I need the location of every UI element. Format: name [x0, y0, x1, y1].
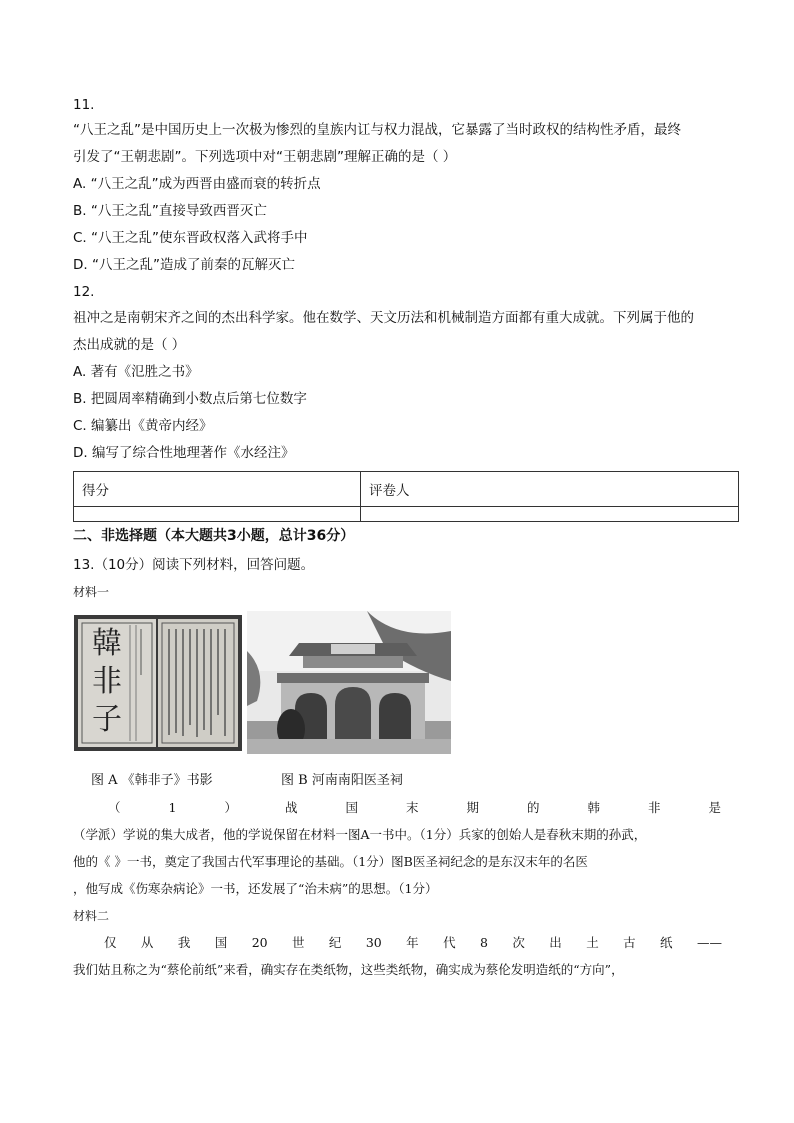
score-cell[interactable] [74, 507, 361, 522]
q11-option-b: B. “八王之乱”直接导致西晋灭亡 [73, 203, 267, 219]
part1-line1-token: 末 [405, 800, 419, 815]
q11-stem-line1: “八王之乱”是中国历史上一次极为惨烈的皇族内讧与权力混战，它暴露了当时政权的结构性矛盾，最终 [73, 122, 681, 138]
part1-line1-token: 期 [466, 800, 479, 815]
q13-intro: 13.（10分）阅读下列材料，回答问题。 [73, 557, 315, 573]
q13-part1-line3: 他的《 》一书，奠定了我国古代军事理论的基础。（1分）图B医圣祠纪念的是东汉末年的名医 [73, 854, 588, 869]
material2-line1-token: 国 [214, 935, 228, 950]
material2-line1 [104, 933, 722, 953]
material2-line1-token: —— [696, 935, 722, 950]
material2-line1-token: 古 [623, 935, 636, 950]
score-label: 得分 [74, 472, 361, 507]
book-title-glyphs: 韓非子 [92, 626, 122, 737]
q11-option-d: D. “八王之乱”造成了前秦的瓦解灭亡 [73, 257, 295, 273]
q12-option-d: D. 编写了综合性地理著作《水经注》 [73, 445, 295, 461]
q12-option-c: C. 编纂出《黄帝内经》 [73, 418, 213, 434]
material2-line1-token: 30 [365, 935, 382, 950]
material2-line2: 我们姑且称之为“蔡伦前纸”来看，确实存在类纸物，这些类纸物，确实成为蔡伦发明造纸的“方向”， [73, 962, 624, 977]
score-table [73, 471, 739, 522]
q12-option-b: B. 把圆周率精确到小数点后第七位数字 [73, 391, 307, 407]
part1-line1-token: 1 [168, 800, 177, 815]
q13-part1-line4: ，他写成《伤寒杂病论》一书，还发展了“治未病”的思想。（1分） [73, 881, 438, 896]
material2-label: 材料二 [73, 909, 110, 923]
figure-b-caption: 图 B 河南南阳医圣祠 [281, 773, 403, 788]
part1-line1-token: 韩 [587, 800, 600, 815]
part1-line1-token: ） [224, 800, 237, 815]
part1-line1-token: 战 [284, 800, 298, 815]
material2-line1-token: 我 [177, 935, 191, 950]
part1-line1-token: 是 [708, 800, 721, 815]
material2-line1-token: 代 [443, 935, 456, 950]
q11-stem-line2: 引发了“王朝悲剧”。下列选项中对“王朝悲剧”理解正确的是（ ） [73, 149, 457, 165]
q11-option-a: A. “八王之乱”成为西晋由盛而衰的转折点 [73, 176, 321, 192]
material2-line1-token: 20 [251, 935, 268, 950]
material2-line1-token: 8 [480, 935, 488, 950]
material2-line1-token: 从 [140, 935, 154, 950]
q13-part1-line1 [108, 798, 721, 818]
q12-option-a: A. 著有《氾胜之书》 [73, 364, 199, 380]
q11-option-c: C. “八王之乱”使东晋政权落入武将手中 [73, 230, 308, 246]
q12-stem-line2: 杰出成就的是（ ） [73, 337, 186, 353]
part1-line1-token: 国 [345, 800, 358, 815]
material2-line1-token: 纸 [660, 935, 673, 950]
part1-line1-token: 的 [526, 800, 540, 815]
figure-a-image [74, 615, 242, 751]
material2-line1-token: 仅 [104, 935, 117, 950]
q11-number: 11. [73, 97, 95, 113]
material2-line1-token: 次 [512, 935, 525, 950]
part1-line1-token: （ [108, 800, 121, 815]
part1-line1-token: 非 [647, 800, 661, 815]
material2-line1-token: 年 [406, 935, 419, 950]
material1-label: 材料一 [73, 585, 110, 599]
q12-stem-line1: 祖冲之是南朝宋齐之间的杰出科学家。他在数学、天文历法和机械制造方面都有重大成就。下列属于他的 [73, 310, 694, 326]
material2-line1-token: 世 [292, 935, 305, 950]
gate-photo [247, 611, 451, 754]
material2-line1-token: 纪 [328, 935, 342, 950]
material2-line1-token: 土 [586, 935, 599, 950]
grader-cell[interactable] [361, 507, 739, 522]
material2-line1-token: 出 [549, 935, 562, 950]
q12-number: 12. [73, 284, 95, 300]
figure-b-image [247, 611, 451, 754]
q13-part1-line2: （学派）学说的集大成者，他的学说保留在材料一图A一书中。（1分）兵家的创始人是春秋末期的孙武， [73, 827, 647, 842]
section2-title: 二、非选择题（本大题共3小题，总计36分） [73, 528, 355, 544]
figure-a-caption: 图 A 《韩非子》书影 [91, 773, 213, 788]
grader-label: 评卷人 [361, 472, 739, 507]
